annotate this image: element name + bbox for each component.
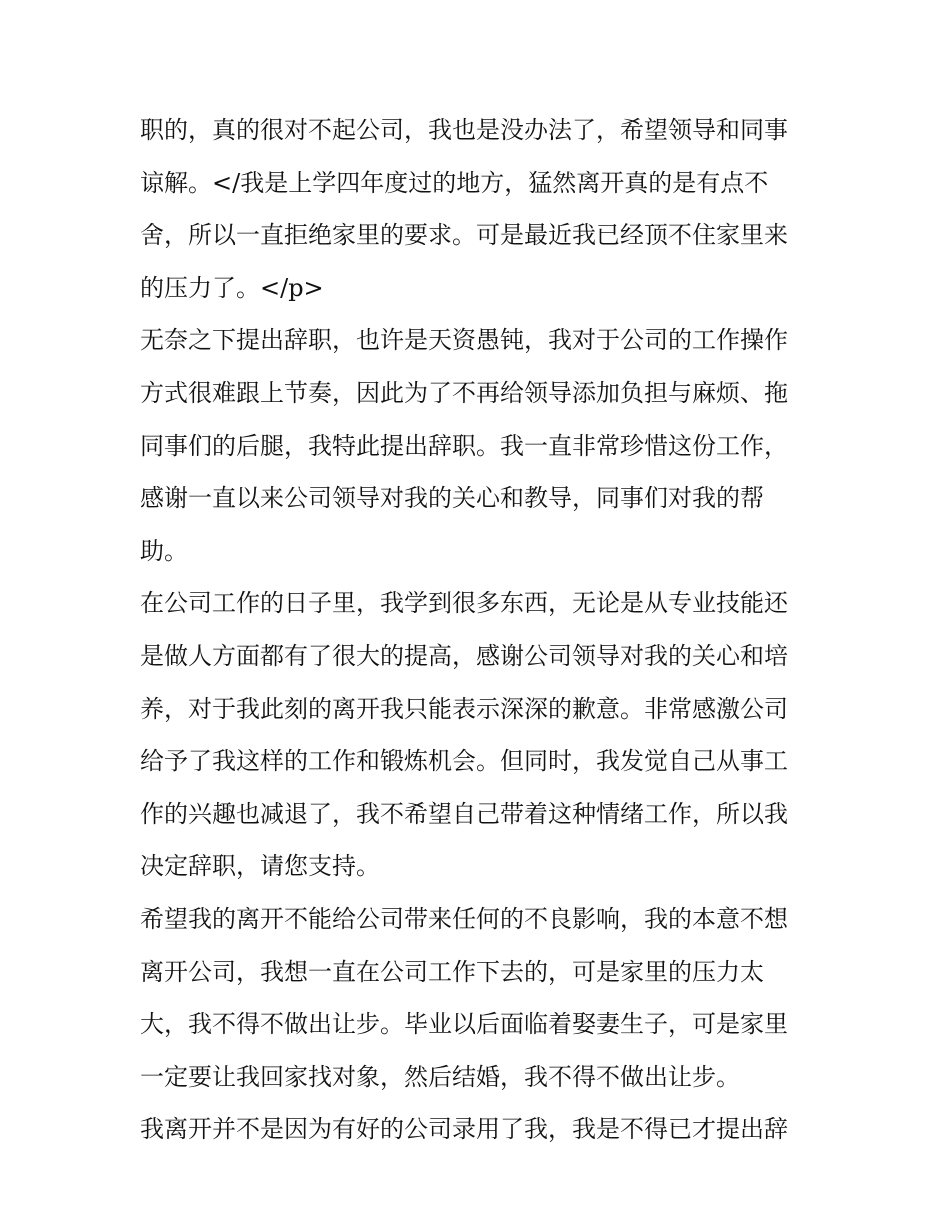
text-line: 同事们的后腿，我特此提出辞职。我一直非常珍惜这份工作，: [140, 431, 788, 460]
text-line: 大，我不得不做出让步。毕业以后面临着娶妻生子，可是家里: [140, 1010, 788, 1039]
text-line: 离开公司，我想一直在公司工作下去的，可是家里的压力太: [140, 957, 764, 986]
text-line: 作的兴趣也减退了，我不希望自己带着这种情绪工作，所以我: [140, 799, 788, 828]
text-line: 养，对于我此刻的离开我只能表示深深的歉意。非常感激公司: [140, 694, 788, 723]
text-line: 职的，真的很对不起公司，我也是没办法了，希望领导和同事: [140, 116, 788, 144]
text-line: 感谢一直以来公司领导对我的关心和教导，同事们对我的帮: [140, 484, 764, 513]
document-body: [140, 104, 820, 1156]
text-line: 方式很难跟上节奏，因此为了不再给领导添加负担与麻烦、拖: [140, 378, 788, 407]
text-line: 我离开并不是因为有好的公司录用了我，我是不得已才提出辞: [140, 1115, 788, 1144]
text-line: 决定辞职，请您支持。: [140, 852, 380, 881]
text-line: 助。: [140, 536, 188, 565]
text-line: 无奈之下提出辞职，也许是天资愚钝，我对于公司的工作操作: [140, 326, 788, 355]
text-line: 给予了我这样的工作和锻炼机会。但同时，我发觉自己从事工: [140, 747, 788, 776]
text-line: 希望我的离开不能给公司带来任何的不良影响，我的本意不想: [140, 904, 788, 933]
text-line: 一定要让我回家找对象，然后结婚，我不得不做出让步。: [140, 1062, 740, 1091]
text-line: 是做人方面都有了很大的提高，感谢公司领导对我的关心和培: [140, 641, 788, 670]
text-line: 谅解。</我是上学四年度过的地方，猛然离开真的是有点不: [140, 168, 769, 197]
text-line: 在公司工作的日子里，我学到很多东西，无论是从专业技能还: [140, 589, 788, 618]
text-line: 的压力了。</p>: [140, 273, 324, 302]
text-line: 舍，所以一直拒绝家里的要求。可是最近我已经顶不住家里来: [140, 221, 788, 250]
